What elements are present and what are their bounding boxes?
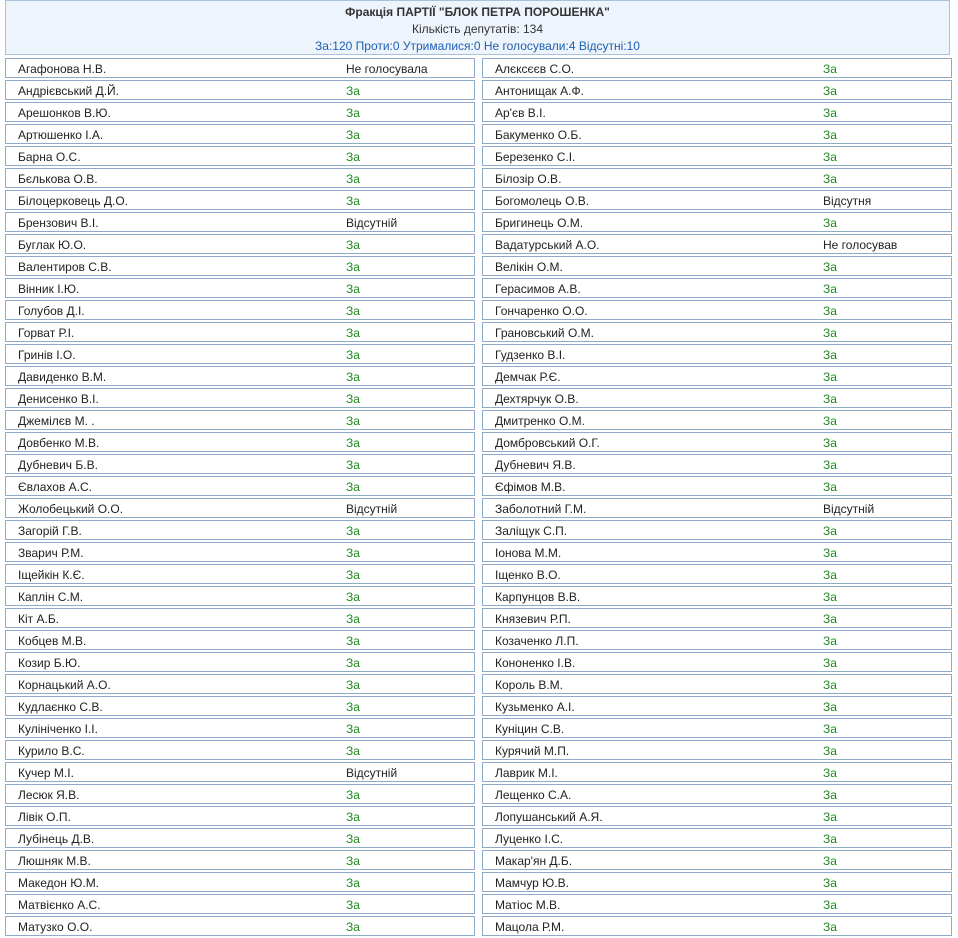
deputy-row	[5, 234, 475, 254]
deputy-name: Король В.М.	[495, 678, 564, 692]
deputy-vote: За	[823, 898, 837, 912]
deputy-row	[5, 190, 475, 210]
deputy-vote: За	[823, 524, 837, 538]
deputy-name: Буглак Ю.О.	[18, 238, 87, 252]
deputy-vote: За	[346, 590, 360, 604]
deputy-name: Грановський О.М.	[495, 326, 594, 340]
deputy-name: Артюшенко І.А.	[18, 128, 104, 142]
deputy-name: Іонова М.М.	[495, 546, 562, 560]
deputy-name: Куніцин С.В.	[495, 722, 565, 736]
deputy-name: Заліщук С.П.	[495, 524, 568, 538]
deputy-vote: За	[346, 150, 360, 164]
deputy-vote: За	[346, 172, 360, 186]
deputy-row	[5, 146, 475, 166]
deputy-row	[482, 102, 952, 122]
deputy-row	[5, 80, 475, 100]
deputy-row	[5, 608, 475, 628]
deputy-name: Лещенко С.А.	[495, 788, 572, 802]
deputy-row	[5, 696, 475, 716]
deputy-vote: Відсутній	[346, 502, 398, 516]
deputy-row	[5, 762, 475, 782]
deputy-name: Велікін О.М.	[495, 260, 563, 274]
deputy-row	[482, 410, 952, 430]
deputy-row	[5, 586, 475, 606]
deputy-vote: За	[346, 326, 360, 340]
deputy-vote: За	[346, 84, 360, 98]
deputy-vote: Відсутня	[823, 194, 872, 208]
deputy-row	[482, 608, 952, 628]
deputy-name: Курило В.С.	[18, 744, 85, 758]
deputy-vote: За	[823, 744, 837, 758]
deputies-column-right	[482, 58, 952, 938]
deputy-name: Лопушанський А.Я.	[495, 810, 603, 824]
deputy-row	[5, 322, 475, 342]
deputy-vote: За	[346, 612, 360, 626]
deputy-row	[482, 80, 952, 100]
deputy-name: Каплін С.М.	[18, 590, 84, 604]
deputy-row	[5, 212, 475, 232]
deputy-row	[5, 520, 475, 540]
deputy-name: Загорій Г.В.	[18, 524, 82, 538]
deputy-name: Гринів І.О.	[18, 348, 76, 362]
deputy-name: Іщейкін К.Є.	[18, 568, 85, 582]
deputy-row	[5, 652, 475, 672]
deputy-name: Євлахов А.С.	[18, 480, 92, 494]
deputy-row	[482, 454, 952, 474]
deputy-name: Білозір О.В.	[495, 172, 562, 186]
deputy-vote: За	[346, 854, 360, 868]
deputy-row	[5, 498, 475, 518]
faction-header	[5, 0, 950, 55]
deputy-name: Корнацький А.О.	[18, 678, 111, 692]
deputy-row	[482, 300, 952, 320]
deputy-name: Брензович В.І.	[18, 216, 99, 230]
deputy-name: Македон Ю.М.	[18, 876, 100, 890]
deputy-vote: За	[823, 260, 837, 274]
deputy-row	[482, 696, 952, 716]
deputy-row	[482, 168, 952, 188]
deputy-row	[5, 58, 475, 78]
deputy-name: Заболотний Г.М.	[495, 502, 587, 516]
deputy-name: Валентиров С.В.	[18, 260, 112, 274]
deputy-row	[482, 542, 952, 562]
deputy-row	[5, 476, 475, 496]
deputy-name: Князевич Р.П.	[495, 612, 571, 626]
deputy-name: Давиденко В.М.	[18, 370, 107, 384]
deputy-row	[482, 630, 952, 650]
deputy-row	[482, 564, 952, 584]
deputy-name: Голубов Д.І.	[18, 304, 85, 318]
deputy-name: Домбровський О.Г.	[495, 436, 600, 450]
deputy-row	[5, 828, 475, 848]
deputy-row	[482, 432, 952, 452]
deputy-vote: Відсутній	[346, 216, 398, 230]
deputy-vote: За	[346, 304, 360, 318]
deputy-vote: За	[823, 480, 837, 494]
deputy-name: Іщенко В.О.	[495, 568, 561, 582]
deputy-vote: Відсутній	[346, 766, 398, 780]
deputy-row	[5, 674, 475, 694]
deputy-vote: За	[823, 700, 837, 714]
deputy-vote: За	[346, 238, 360, 252]
deputy-row	[482, 212, 952, 232]
deputy-row	[5, 850, 475, 870]
deputy-name: Мацола Р.М.	[495, 920, 565, 934]
deputy-vote: За	[823, 788, 837, 802]
deputy-vote: За	[346, 370, 360, 384]
deputy-name: Герасимов А.В.	[495, 282, 581, 296]
deputy-row	[482, 916, 952, 936]
deputy-row	[482, 586, 952, 606]
deputy-vote: За	[346, 876, 360, 890]
deputy-vote: За	[346, 898, 360, 912]
deputy-row	[482, 740, 952, 760]
deputy-name: Лесюк Я.В.	[18, 788, 80, 802]
deputy-vote: За	[823, 348, 837, 362]
deputy-name: Березенко С.І.	[495, 150, 576, 164]
deputy-vote: За	[823, 568, 837, 582]
faction-title: Фракція ПАРТІЇ "БЛОК ПЕТРА ПОРОШЕНКА"	[345, 5, 610, 19]
deputy-name: Гудзенко В.І.	[495, 348, 566, 362]
deputy-vote: За	[346, 436, 360, 450]
deputy-row	[5, 564, 475, 584]
deputy-row	[482, 806, 952, 826]
deputy-vote: Не голосувала	[346, 62, 428, 76]
deputy-vote: За	[346, 480, 360, 494]
deputy-name: Ар'єв В.І.	[495, 106, 546, 120]
deputy-vote: За	[346, 700, 360, 714]
deputy-name: Козир Б.Ю.	[18, 656, 81, 670]
deputy-vote: За	[823, 370, 837, 384]
deputy-row	[482, 762, 952, 782]
deputy-vote: За	[346, 832, 360, 846]
deputy-name: Кузьменко А.І.	[495, 700, 575, 714]
deputy-vote: За	[823, 832, 837, 846]
deputy-vote: За	[823, 172, 837, 186]
deputy-vote: За	[823, 876, 837, 890]
deputy-vote: За	[823, 326, 837, 340]
deputy-vote: За	[823, 920, 837, 934]
deputy-name: Дубневич Я.В.	[495, 458, 576, 472]
deputy-name: Бригинець О.М.	[495, 216, 584, 230]
deputy-vote: За	[346, 414, 360, 428]
deputy-vote: За	[823, 414, 837, 428]
deputy-row	[5, 894, 475, 914]
deputy-vote: За	[346, 194, 360, 208]
deputy-row	[5, 454, 475, 474]
deputy-row	[482, 894, 952, 914]
deputy-vote: За	[823, 84, 837, 98]
deputy-row	[5, 542, 475, 562]
deputy-row	[5, 872, 475, 892]
deputy-name: Кононенко І.В.	[495, 656, 576, 670]
deputy-name: Мамчур Ю.В.	[495, 876, 569, 890]
deputy-row	[482, 652, 952, 672]
deputy-name: Лубінець Д.В.	[18, 832, 95, 846]
deputy-vote: За	[346, 656, 360, 670]
deputy-row	[5, 168, 475, 188]
deputy-name: Козаченко Л.П.	[495, 634, 579, 648]
deputy-vote: За	[823, 678, 837, 692]
deputy-name: Барна О.С.	[18, 150, 81, 164]
deputy-row	[482, 850, 952, 870]
deputy-row	[482, 278, 952, 298]
deputy-name: Лівік О.П.	[18, 810, 71, 824]
deputy-row	[482, 498, 952, 518]
deputy-name: Довбенко М.В.	[18, 436, 100, 450]
deputy-vote: За	[823, 722, 837, 736]
deputy-row	[5, 806, 475, 826]
deputy-row	[482, 872, 952, 892]
deputy-row	[482, 520, 952, 540]
deputy-name: Лаврик М.І.	[495, 766, 558, 780]
deputy-name: Дубневич Б.В.	[18, 458, 98, 472]
deputy-name: Луценко І.С.	[495, 832, 564, 846]
deputy-vote: За	[823, 62, 837, 76]
deputy-row	[482, 674, 952, 694]
deputy-row	[482, 388, 952, 408]
deputy-name: Курячий М.П.	[495, 744, 570, 758]
deputy-name: Люшняк М.В.	[18, 854, 91, 868]
deputy-vote: За	[346, 524, 360, 538]
deputy-vote: За	[346, 568, 360, 582]
deputy-name: Бакуменко О.Б.	[495, 128, 582, 142]
deputies-count: Кількість депутатів: 134	[411, 22, 544, 36]
deputy-vote: За	[346, 546, 360, 560]
deputy-row	[5, 124, 475, 144]
deputy-row	[5, 256, 475, 276]
deputy-row	[482, 828, 952, 848]
deputy-name: Кучер М.І.	[18, 766, 74, 780]
deputy-name: Денисенко В.І.	[18, 392, 99, 406]
deputy-vote: За	[823, 656, 837, 670]
deputy-name: Кобцев М.В.	[18, 634, 87, 648]
deputy-name: Зварич Р.М.	[18, 546, 84, 560]
deputy-name: Матвієнко А.С.	[18, 898, 101, 912]
deputy-vote: За	[823, 150, 837, 164]
deputy-vote: За	[346, 678, 360, 692]
deputy-vote: За	[823, 612, 837, 626]
deputy-name: Горват Р.І.	[18, 326, 75, 340]
deputy-row	[482, 322, 952, 342]
deputy-row	[482, 190, 952, 210]
deputy-row	[482, 58, 952, 78]
deputy-vote: За	[823, 304, 837, 318]
deputy-name: Вінник І.Ю.	[18, 282, 80, 296]
deputy-vote: За	[823, 546, 837, 560]
deputy-vote: За	[823, 458, 837, 472]
deputies-column-left	[5, 58, 475, 938]
deputy-row	[5, 102, 475, 122]
deputy-vote: За	[823, 854, 837, 868]
deputy-vote: За	[823, 810, 837, 824]
deputy-row	[5, 916, 475, 936]
deputy-name: Матіос М.В.	[495, 898, 561, 912]
deputy-vote: За	[346, 634, 360, 648]
deputy-name: Бєлькова О.В.	[18, 172, 98, 186]
deputy-vote: За	[346, 810, 360, 824]
deputy-vote: За	[346, 920, 360, 934]
deputy-name: Кіт А.Б.	[18, 612, 60, 626]
deputy-name: Алєксєєв С.О.	[495, 62, 575, 76]
deputy-name: Арешонков В.Ю.	[18, 106, 111, 120]
deputy-row	[482, 256, 952, 276]
deputy-vote: За	[823, 590, 837, 604]
deputy-row	[5, 278, 475, 298]
deputy-vote: За	[346, 788, 360, 802]
deputy-name: Агафонова Н.В.	[18, 62, 107, 76]
deputy-name: Вадатурський А.О.	[495, 238, 600, 252]
deputy-vote: За	[346, 282, 360, 296]
deputy-vote: За	[823, 106, 837, 120]
deputy-row	[5, 300, 475, 320]
deputy-row	[482, 718, 952, 738]
deputy-name: Богомолець О.В.	[495, 194, 590, 208]
deputy-name: Дехтярчук О.В.	[495, 392, 579, 406]
deputy-vote: За	[346, 458, 360, 472]
deputy-row	[482, 234, 952, 254]
deputy-name: Жолобецький О.О.	[18, 502, 124, 516]
deputy-row	[5, 344, 475, 364]
deputy-vote: За	[346, 392, 360, 406]
deputy-name: Гончаренко О.О.	[495, 304, 588, 318]
deputy-vote: За	[823, 392, 837, 406]
deputy-vote: За	[346, 106, 360, 120]
deputy-vote: Відсутній	[823, 502, 875, 516]
deputy-name: Антонищак А.Ф.	[495, 84, 584, 98]
deputy-vote: За	[346, 348, 360, 362]
deputy-row	[5, 410, 475, 430]
deputy-row	[5, 432, 475, 452]
deputy-row	[482, 344, 952, 364]
deputy-vote: Не голосував	[823, 238, 898, 252]
deputy-name: Карпунцов В.В.	[495, 590, 581, 604]
deputy-row	[482, 476, 952, 496]
deputy-row	[5, 784, 475, 804]
deputy-row	[5, 630, 475, 650]
deputy-name: Кудлаєнко С.В.	[18, 700, 103, 714]
deputy-vote: За	[823, 282, 837, 296]
deputy-name: Андрієвський Д.Й.	[18, 84, 119, 98]
deputy-name: Джемілєв М. .	[18, 414, 95, 428]
deputy-vote: За	[823, 216, 837, 230]
deputy-name: Кулініченко І.І.	[18, 722, 98, 736]
deputy-name: Білоцерковець Д.О.	[18, 194, 128, 208]
deputy-vote: За	[346, 128, 360, 142]
deputy-vote: За	[823, 128, 837, 142]
deputy-vote: За	[823, 436, 837, 450]
deputy-row	[5, 718, 475, 738]
deputy-name: Дмитренко О.М.	[495, 414, 585, 428]
deputy-row	[5, 366, 475, 386]
deputy-vote: За	[346, 260, 360, 274]
deputy-row	[482, 146, 952, 166]
deputy-name: Єфімов М.В.	[495, 480, 566, 494]
deputy-vote: За	[823, 766, 837, 780]
deputy-row	[482, 124, 952, 144]
deputy-name: Демчак Р.Є.	[495, 370, 561, 384]
deputy-row	[5, 740, 475, 760]
deputy-row	[482, 366, 952, 386]
deputy-row	[5, 388, 475, 408]
deputy-name: Матузко О.О.	[18, 920, 93, 934]
deputy-vote: За	[346, 744, 360, 758]
vote-summary: За:120 Проти:0 Утрималися:0 Не голосували:4 Відсутні:10	[315, 39, 640, 53]
deputy-row	[482, 784, 952, 804]
deputy-vote: За	[823, 634, 837, 648]
deputy-vote: За	[346, 722, 360, 736]
deputy-name: Макар'ян Д.Б.	[495, 854, 573, 868]
